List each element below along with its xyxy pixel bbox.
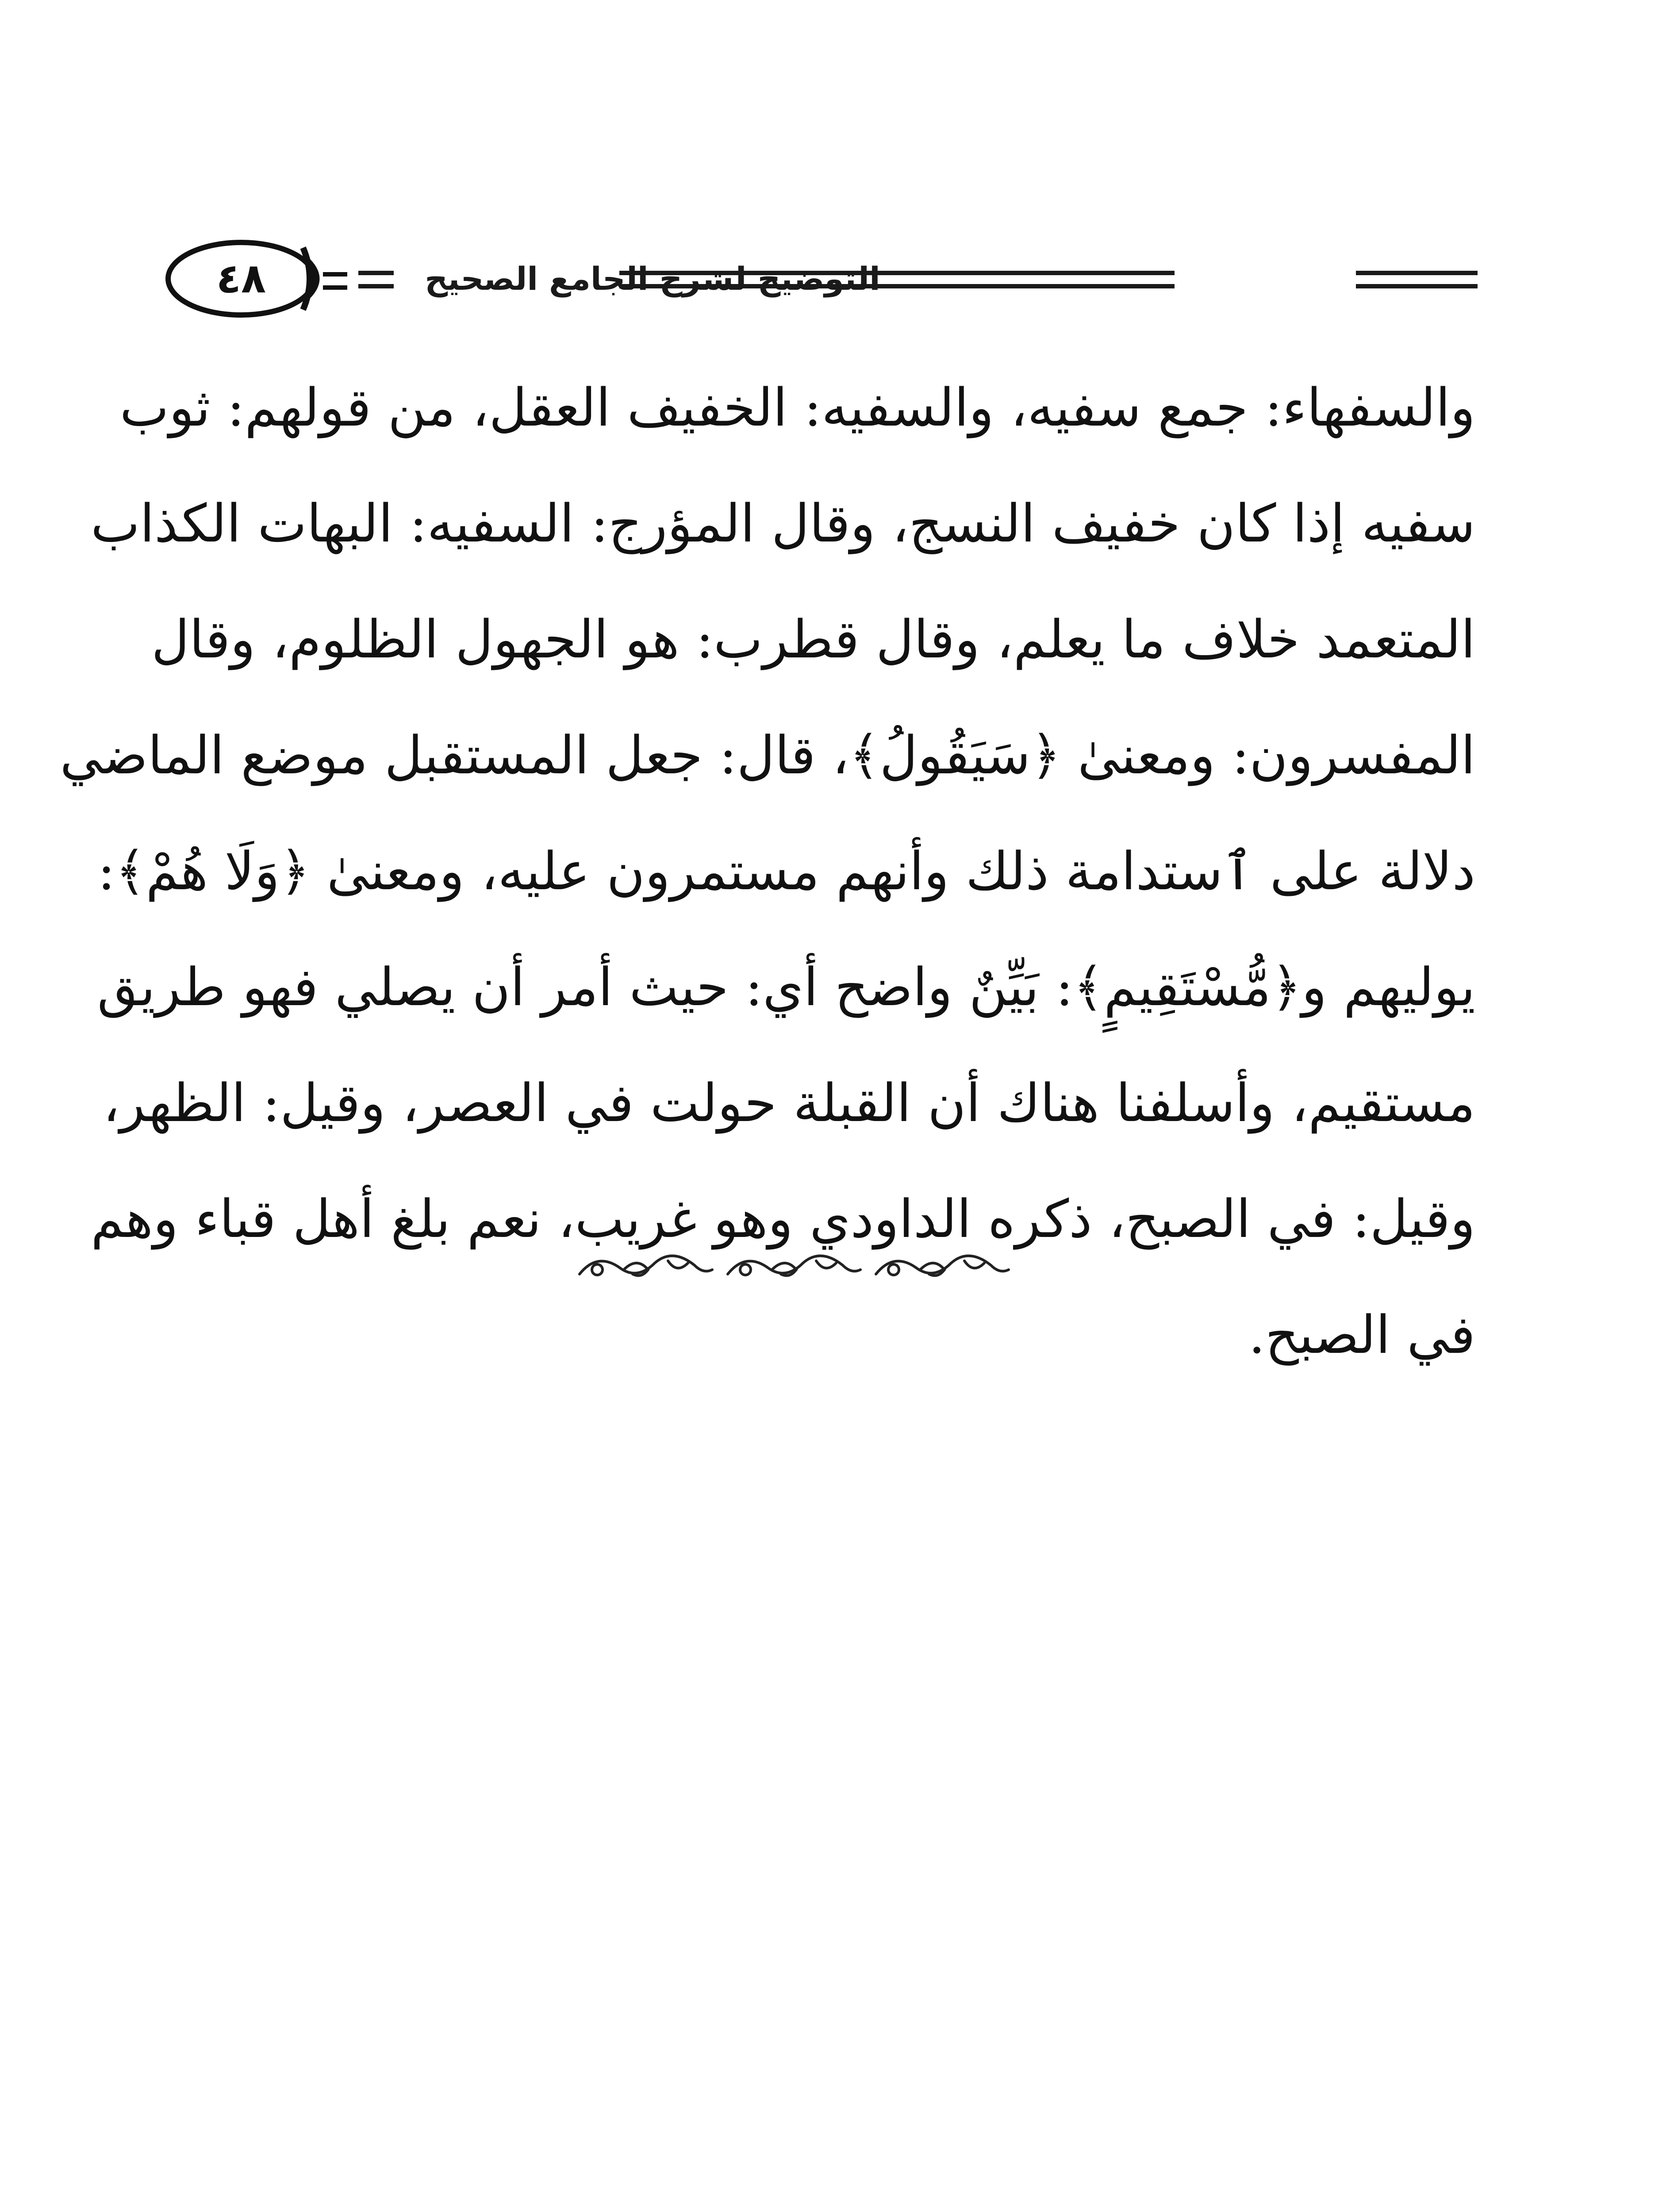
body-line: دلالة على ٱستدامة ذلك وأنهم مستمرون عليه، ومعنىٰ ﴿وَلَا هُمْ﴾: (97, 841, 1475, 902)
floral-divider-icon (571, 1243, 1017, 1292)
running-header (157, 230, 1478, 327)
body-line: وقيل: في الصبح، ذكره الداودي وهو غريب، نعم بلغ أهل قباء وهم (91, 1188, 1475, 1249)
page-number-badge (157, 230, 347, 327)
body-line: مستقيم، وأسلفنا هناك أن القبلة حولت في العصر، وقيل: الظهر، (103, 1072, 1475, 1133)
body-line: يوليهم و﴿مُّسْتَقِيمٍ﴾: بَيِّنٌ واضح أي: حيث أمر أن يصلي فهو طريق (97, 956, 1475, 1018)
header-rule-left (358, 271, 394, 288)
body-line: في الصبح. (1248, 1304, 1475, 1365)
body-line: والسفهاء: جمع سفيه، والسفيه: الخفيف العقل، من قولهم: ثوب (119, 377, 1475, 438)
running-title: التوضيح لشرح الجامع الصحيح (425, 260, 880, 297)
body-line: سفيه إذا كان خفيف النسج، وقال المؤرج: السفيه: البهات الكذاب (91, 493, 1475, 554)
body-line: المتعمد خلاف ما يعلم، وقال قطرب: هو الجهول الظلوم، وقال (151, 609, 1475, 670)
header-rule-right (1356, 271, 1478, 288)
page-number: ٤٨ (216, 255, 266, 302)
body-paragraph (60, 349, 1475, 1393)
body-line: المفسرون: ومعنىٰ ﴿سَيَقُولُ﴾، قال: جعل المستقبل موضع الماضي (60, 725, 1475, 786)
